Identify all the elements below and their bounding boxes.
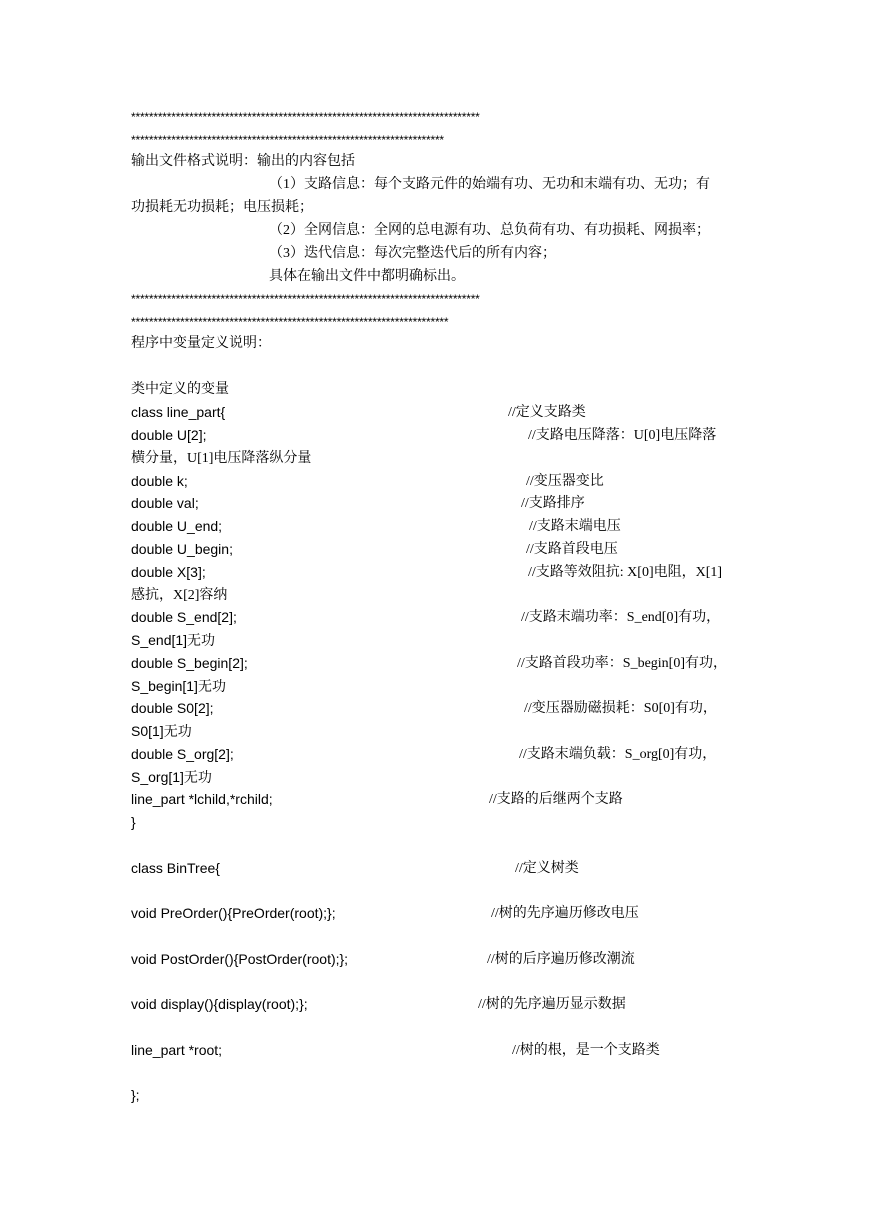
code-comment-wrap: S_end[1]无功 (131, 632, 216, 648)
code-comment: //支路末端负载：S_org[0]有功， (519, 747, 717, 762)
code-comment-wrap: 感抗，X[2]容纳 (131, 588, 228, 603)
code-comment: //树的先序遍历显示数据 (478, 997, 626, 1012)
code-comment: //支路排序 (521, 496, 585, 511)
separator-line: ****************************************************************************** (131, 292, 480, 306)
code-line: double U_begin; (131, 541, 233, 557)
code-comment: //支路等效阻抗: X[0]电阻，X[1] (528, 565, 723, 580)
code-line: double U[2]; (131, 427, 207, 443)
code-line: double X[3]; (131, 564, 206, 580)
variable-title: 程序中变量定义说明： (131, 336, 271, 351)
code-line: double k; (131, 473, 188, 489)
separator-line: ********************************************************************** (131, 133, 444, 147)
format-item-4: 具体在输出文件中都明确标出。 (269, 269, 465, 284)
code-comment: //变压器励磁损耗：S0[0]有功， (524, 701, 717, 716)
code-line: }; (131, 1087, 140, 1103)
code-comment-wrap: S0[1]无功 (131, 723, 192, 739)
code-line: class BinTree{ (131, 860, 220, 876)
code-comment: //定义树类 (515, 861, 579, 876)
code-comment: //支路末端功率：S_end[0]有功， (521, 610, 721, 625)
separator-line: ****************************************************************************** (131, 110, 480, 124)
class-heading: 类中定义的变量 (131, 382, 229, 397)
format-item-1: （1）支路信息：每个支路元件的始端有功、无功和末端有功、无功；有 (269, 177, 710, 192)
format-item-2: （2）全网信息：全网的总电源有功、总负荷有功、有功损耗、网损率； (269, 223, 710, 238)
code-comment: //支路电压降落：U[0]电压降落 (528, 428, 717, 443)
format-title: 输出文件格式说明：输出的内容包括 (131, 154, 355, 169)
format-item-1-wrap: 功损耗无功损耗；电压损耗； (131, 200, 313, 215)
code-line: double S_org[2]; (131, 746, 234, 762)
code-line: void PostOrder(){PostOrder(root);}; (131, 951, 349, 967)
code-line: void PreOrder(){PreOrder(root);}; (131, 905, 336, 921)
code-comment-wrap: 横分量，U[1]电压降落纵分量 (131, 451, 312, 466)
code-line: double U_end; (131, 518, 223, 534)
code-comment-wrap: S_org[1]无功 (131, 769, 212, 785)
code-comment: //树的后序遍历修改潮流 (487, 952, 635, 967)
code-line: class line_part{ (131, 404, 226, 420)
code-line: void display(){display(root);}; (131, 996, 308, 1012)
code-comment: //支路首段功率：S_begin[0]有功， (517, 656, 727, 671)
code-line: double S0[2]; (131, 700, 214, 716)
code-line: line_part *lchild,*rchild; (131, 791, 273, 807)
code-comment: //树的根，是一个支路类 (512, 1043, 660, 1058)
code-line: double val; (131, 495, 199, 511)
code-line: line_part *root; (131, 1042, 223, 1058)
code-line: double S_begin[2]; (131, 655, 248, 671)
format-item-3: （3）迭代信息：每次完整迭代后的所有内容； (269, 246, 556, 261)
code-line: } (131, 814, 136, 830)
code-comment: //变压器变比 (526, 474, 604, 489)
code-comment: //树的先序遍历修改电压 (491, 906, 639, 921)
separator-line: *********************************************************************** (131, 315, 449, 329)
code-comment: //支路末端电压 (529, 519, 621, 534)
code-line: double S_end[2]; (131, 609, 237, 625)
code-comment-wrap: S_begin[1]无功 (131, 678, 226, 694)
code-comment: //支路首段电压 (526, 542, 618, 557)
code-comment: //定义支路类 (508, 405, 586, 420)
code-comment: //支路的后继两个支路 (489, 792, 623, 807)
